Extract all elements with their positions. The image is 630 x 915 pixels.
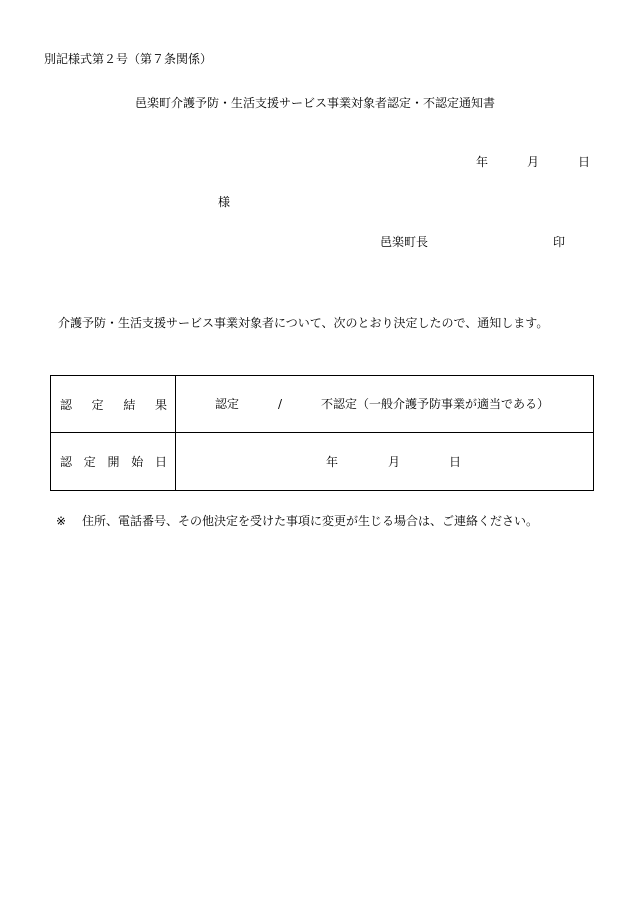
- start-label: 認 定 開 始 日: [60, 455, 167, 469]
- start-year-label: 年: [326, 454, 339, 469]
- date-month-label: 月: [527, 155, 540, 169]
- issuer-name: 邑楽町長: [380, 235, 429, 249]
- addressee-honorific: 様: [218, 195, 231, 209]
- option-separator: /: [278, 397, 283, 411]
- form-reference: 別記様式第２号（第７条関係）: [44, 52, 213, 66]
- seal-mark: 印: [553, 235, 566, 249]
- date-day-label: 日: [578, 155, 591, 169]
- option-not-certified[interactable]: 不認定（一般介護予防事業が適当である）: [321, 397, 550, 411]
- start-month-label: 月: [388, 454, 401, 469]
- option-certified[interactable]: 認定: [215, 397, 240, 411]
- table-row-result: [51, 376, 594, 433]
- date-year-label: 年: [476, 155, 489, 169]
- note-mark: ※: [56, 514, 67, 528]
- start-label-cell: [51, 433, 176, 491]
- table-row-start-date: [51, 433, 594, 491]
- result-label: 認 定 結 果: [60, 397, 167, 412]
- note-text: 住所、電話番号、その他決定を受けた事項に変更が生じる場合は、ご連絡ください。: [82, 514, 539, 528]
- start-day-label: 日: [449, 454, 462, 469]
- notice-body: 介護予防・生活支援サービス事業対象者について、次のとおり決定したので、通知します。: [58, 316, 549, 330]
- start-date-cell[interactable]: [176, 433, 594, 491]
- result-value-cell: [176, 376, 594, 433]
- result-table: [50, 375, 594, 491]
- result-label-cell: [51, 376, 176, 433]
- document-title: 邑楽町介護予防・生活支援サービス事業対象者認定・不認定通知書: [134, 96, 495, 110]
